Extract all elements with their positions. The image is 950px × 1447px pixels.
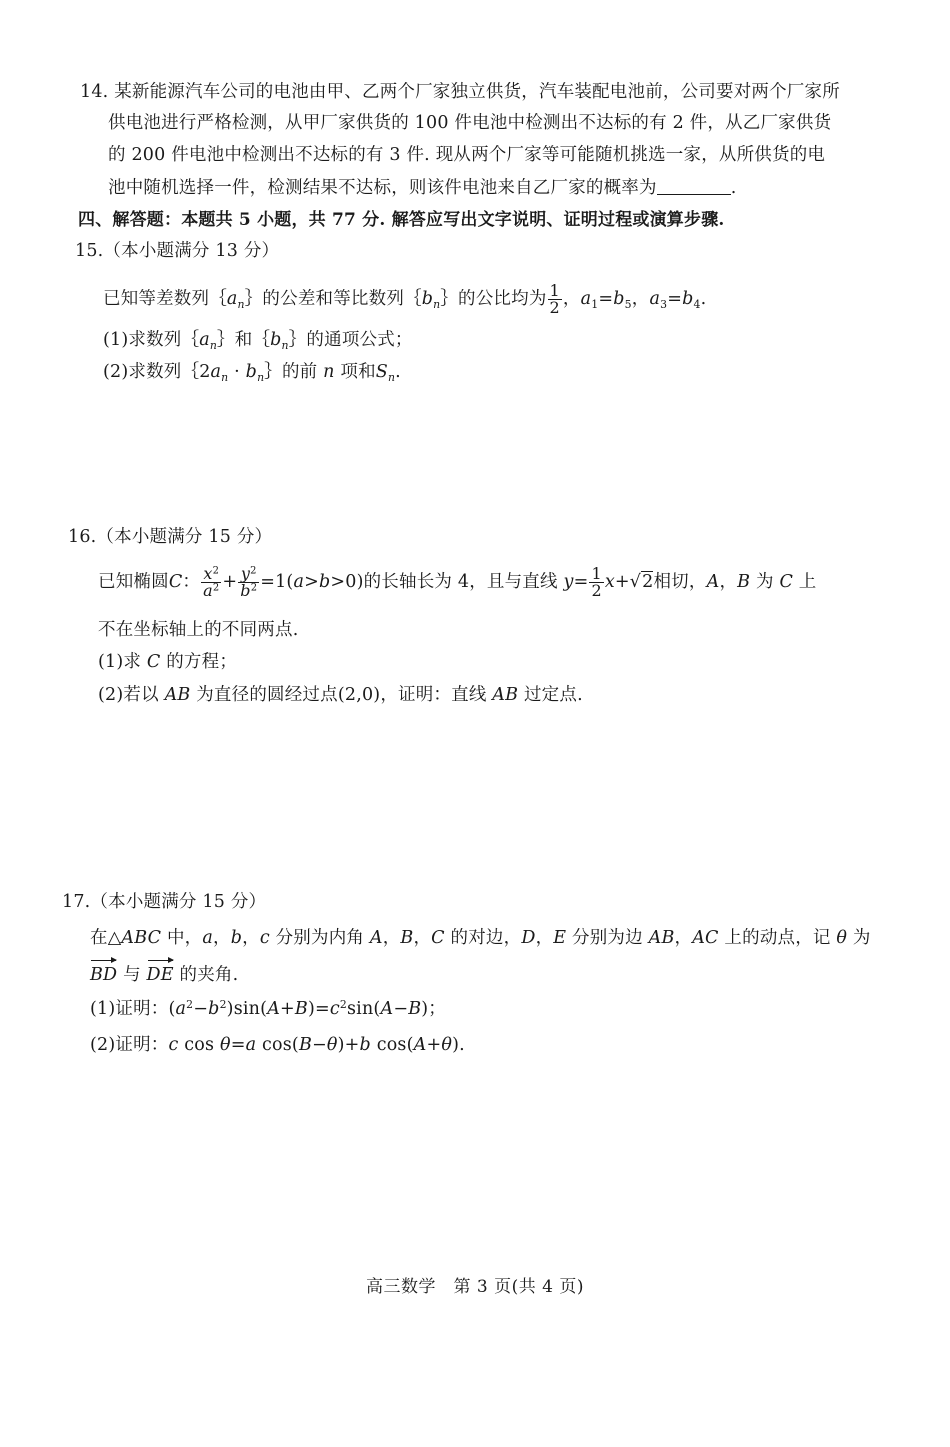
q15-part2-b: ｝的前 xyxy=(264,362,318,382)
q17-stem-e: 分别为边 xyxy=(572,928,643,948)
q16-header: 16.（本小题满分 15 分） xyxy=(68,527,273,547)
q15-part2-a: (2)求数列｛2 xyxy=(103,362,211,382)
q17-stem-c: 分别为内角 xyxy=(275,928,365,948)
q14-line-1: 14. 某新能源汽车公司的电池由甲、乙两个厂家独立供货，汽车装配电池前，公司要对两个厂家所 xyxy=(80,82,840,102)
q15-part-1: (1)求数列$\{a_n\}$和$\{b_n\}$的通项公式； xyxy=(103,330,413,352)
section-4-heading: 四、解答题：本题共 5 小题，共 77 分. 解答应写出文字说明、证明过程或演算步骤. xyxy=(78,210,725,230)
q15-ratio-fraction xyxy=(548,283,562,316)
q17-part-1: (1)证明：$(a^2-b^2)\sin(A+B)=c^2\sin(A-B)$； xyxy=(90,998,446,1019)
q17-line-2 xyxy=(90,962,238,988)
q16-part2-a: (2)若以 xyxy=(98,685,159,705)
q16-part1-a: (1)求 xyxy=(98,652,142,672)
q15-header: 15.（本小题满分 13 分） xyxy=(75,241,280,261)
q17-part1-label: (1)证明： xyxy=(90,999,169,1019)
q14-line-3: 的 200 件电池中检测出不达标的有 3 件. 现从两个厂家等可能随机挑选一家，从所供货的电 xyxy=(108,145,826,165)
q15-frac-num: 1 xyxy=(549,281,560,300)
q16-part-2: (2)若以 AB 为直径的圆经过点(2,0)，证明：直线 AB 过定点. xyxy=(98,685,583,705)
q16-part2-b: 为直径的圆经过点(2,0)，证明：直线 xyxy=(196,685,487,705)
vector-de: DE xyxy=(147,962,174,988)
q16-stem-a: 已知椭圆 xyxy=(98,572,169,592)
q15-frac-den: 2 xyxy=(549,298,560,317)
q15-part1-b: ｝和｛ xyxy=(217,330,271,350)
q17-stem-d: 的对边， xyxy=(450,928,522,948)
q17-line2-a: 与 xyxy=(123,965,141,985)
q15-part1-c: ｝的通项公式； xyxy=(288,330,413,350)
q16-stem-b: 的长轴长为 4，且与直线 xyxy=(363,572,558,592)
q15-part-2: (2)求数列$\{2a_n$ · $b_n\}$的前 n 项和$S_n$. xyxy=(103,362,401,384)
q15-stem-b: ｝的公差和等比数列｛ xyxy=(244,289,422,309)
q15-stem: 已知等差数列$\{a_n\}$的公差和等比数列$\{b_n\}$的公比均为 $\frac{1}{2}$ ，$a_1=b_5$，$a_3=b_4$. xyxy=(103,281,707,317)
q16-stem-e: 上 xyxy=(798,572,817,592)
q16-line-2: 不在坐标轴上的不同两点. xyxy=(98,620,299,640)
q14-line-2: 供电池进行严格检测，从甲厂家供货的 100 件电池中检测出不达标的有 2 件，从乙厂家供货 xyxy=(108,113,832,133)
q16-part-1: (1)求 C 的方程； xyxy=(98,652,238,672)
q17-stem-g: 为 xyxy=(852,928,871,948)
q16-slope-fraction: $\frac{1}{2}$ xyxy=(591,564,602,600)
q15-stem-a: 已知等差数列｛ xyxy=(103,289,227,309)
q16-stem-d: 为 xyxy=(755,572,774,592)
q16-y-fraction: $\frac{y^2}{b^2}$ xyxy=(240,564,258,600)
q14-line-4: 池中随机选择一件，检测结果不达标，则该件电池来自乙厂家的概率为 . xyxy=(108,178,737,198)
q16-part1-b: 的方程； xyxy=(166,652,238,672)
q15-part1-a: (1)求数列｛ xyxy=(103,330,200,350)
q15-stem-c: ｝的公比均为 xyxy=(440,289,547,309)
q16-part2-c: 过定点. xyxy=(523,685,583,705)
q16-stem-c: 相切， xyxy=(653,572,707,592)
q17-stem-a: 在△ xyxy=(90,928,122,948)
q16-x-fraction: $\frac{x^2}{a^2}$ xyxy=(203,564,220,600)
q15-part2-c: 项和 xyxy=(340,362,376,382)
q16-stem: 已知椭圆C： $\frac{x^2}{a^2}$ + $\frac{y^2}{b^2}$ =1(a>b>0)的长轴长为 4，且与直线 y= $\frac{1}{2}$ x+√2相切，A，B 为 C 上 xyxy=(98,564,817,600)
q17-part-2: (2)证明：c cos θ=a cos(B−θ)+b cos(A+θ). xyxy=(90,1035,465,1055)
q17-line2-b: 的夹角. xyxy=(179,965,239,985)
q17-header: 17.（本小题满分 15 分） xyxy=(62,892,267,912)
q17-part2-label: (2)证明： xyxy=(90,1035,169,1055)
q14-line-4-text: 池中随机选择一件，检测结果不达标，则该件电池来自乙厂家的概率为 xyxy=(108,178,657,198)
page-footer: 高三数学 第 3 页(共 4 页) xyxy=(365,1277,584,1297)
vector-bd: BD xyxy=(90,962,117,988)
answer-blank xyxy=(657,177,731,195)
q17-stem: 在△ABC 中，a，b，c 分别为内角 A，B，C 的对边，D，E 分别为边 AB，AC 上的动点，记 θ 为 xyxy=(90,928,871,948)
q17-stem-b: 中， xyxy=(166,928,203,948)
q17-stem-f: 上的动点，记 xyxy=(724,928,831,948)
